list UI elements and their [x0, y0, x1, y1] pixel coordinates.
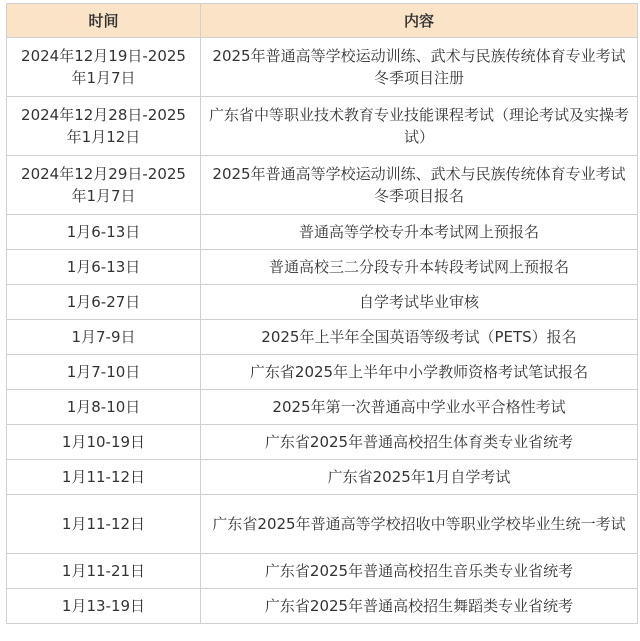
row-content: 2025年上半年全国英语等级考试（PETS）报名	[201, 320, 638, 355]
table-row	[7, 390, 638, 425]
table-header-row	[7, 4, 638, 38]
row-content: 广东省2025年上半年中小学教师资格考试笔试报名	[201, 355, 638, 390]
row-time: 1月13-19日	[7, 589, 201, 624]
header-time: 时间	[7, 4, 201, 38]
table-row	[7, 425, 638, 460]
table-row	[7, 285, 638, 320]
table-row	[7, 215, 638, 250]
row-content: 广东省2025年普通高校招生体育类专业省统考	[201, 425, 638, 460]
row-content: 广东省2025年1月自学考试	[201, 460, 638, 495]
row-time: 1月10-19日	[7, 425, 201, 460]
header-content: 内容	[201, 4, 638, 38]
row-content: 普通高校三二分段专升本转段考试网上预报名	[201, 250, 638, 285]
row-time: 1月7-10日	[7, 355, 201, 390]
table-row	[7, 495, 638, 554]
table-row	[7, 250, 638, 285]
table-row	[7, 554, 638, 589]
row-time: 1月6-27日	[7, 285, 201, 320]
table-row	[7, 320, 638, 355]
row-time: 2024年12月19日-2025年1月7日	[7, 38, 201, 97]
row-time: 1月6-13日	[7, 215, 201, 250]
table-row	[7, 460, 638, 495]
row-content: 广东省2025年普通高校招生音乐类专业省统考	[201, 554, 638, 589]
table-row	[7, 589, 638, 624]
row-content: 普通高等学校专升本考试网上预报名	[201, 215, 638, 250]
row-time: 1月11-12日	[7, 495, 201, 554]
exam-schedule-table-container	[6, 3, 637, 624]
row-content: 2025年普通高等学校运动训练、武术与民族传统体育专业考试冬季项目注册	[201, 38, 638, 97]
row-content: 广东省2025年普通高校招生舞蹈类专业省统考	[201, 589, 638, 624]
row-time: 2024年12月28日-2025年1月12日	[7, 97, 201, 156]
table-row	[7, 38, 638, 97]
row-content: 广东省中等职业技术教育专业技能课程考试（理论考试及实操考试）	[201, 97, 638, 156]
table-row	[7, 355, 638, 390]
row-content: 2025年普通高等学校运动训练、武术与民族传统体育专业考试冬季项目报名	[201, 156, 638, 215]
table-row	[7, 156, 638, 215]
row-content: 广东省2025年普通高等学校招收中等职业学校毕业生统一考试	[201, 495, 638, 554]
row-time: 1月7-9日	[7, 320, 201, 355]
row-time: 1月11-21日	[7, 554, 201, 589]
row-content: 2025年第一次普通高中学业水平合格性考试	[201, 390, 638, 425]
exam-schedule-table	[6, 3, 638, 624]
table-row	[7, 97, 638, 156]
row-time: 1月8-10日	[7, 390, 201, 425]
row-content: 自学考试毕业审核	[201, 285, 638, 320]
row-time: 1月6-13日	[7, 250, 201, 285]
row-time: 1月11-12日	[7, 460, 201, 495]
row-time: 2024年12月29日-2025年1月7日	[7, 156, 201, 215]
